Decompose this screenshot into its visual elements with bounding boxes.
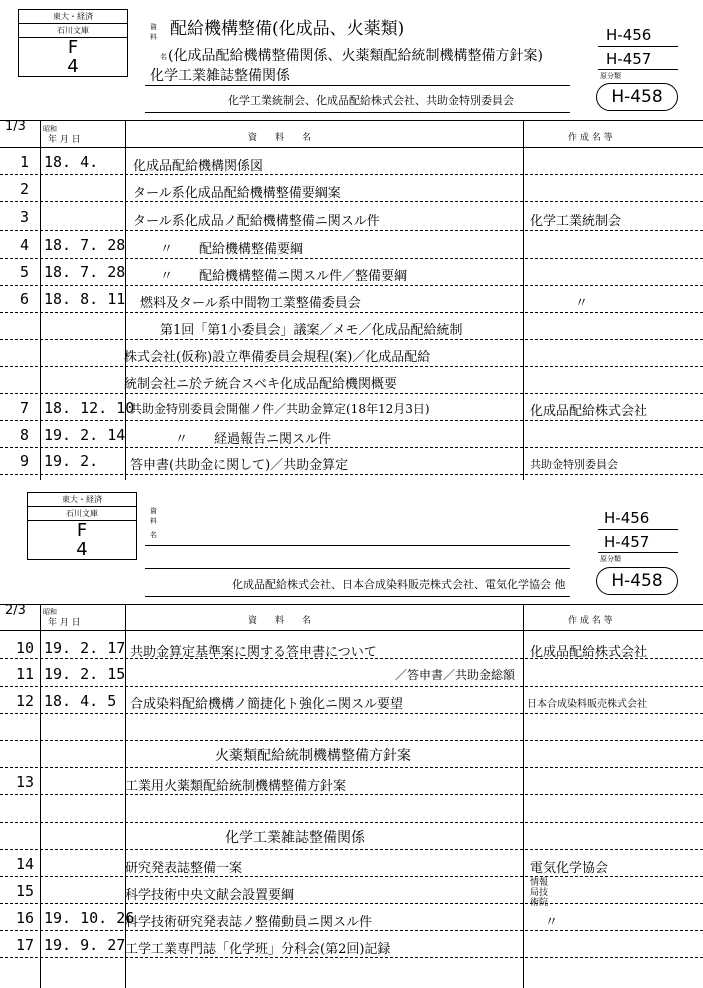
row-author: 化成品配給株式会社 — [530, 404, 648, 419]
row-material: 統制会社ニ於テ統合スベキ化成品配給機関概要 — [124, 377, 398, 392]
row-number: 17 — [16, 936, 35, 954]
code-underline-2 — [598, 69, 678, 70]
header-date: 年 月 日 — [48, 618, 81, 628]
row-line — [0, 201, 703, 202]
row-author: 〃 — [545, 915, 559, 930]
code-oval: H-458 — [596, 567, 678, 595]
row-line — [0, 849, 703, 850]
header-material: 資 料 名 — [248, 133, 312, 143]
row-material: 工業用火薬類配給統制機構整備方針案 — [125, 779, 347, 794]
row-material: 株式会社(仮称)設立準備委員会規程(案)／化成品配給 — [124, 350, 431, 365]
page-mark-1: 1/3 — [5, 119, 26, 134]
row-line — [0, 447, 703, 448]
row-line — [0, 474, 703, 475]
document-subtitle-2: 化学工業雑誌整備関係 — [150, 68, 290, 84]
row-line — [0, 713, 703, 714]
row-number: 9 — [20, 452, 30, 470]
row-number: 6 — [20, 290, 30, 308]
stamp-number: 4 — [76, 539, 88, 560]
subtitle-underline — [145, 568, 570, 569]
header-author: 作 成 名 等 — [568, 133, 613, 143]
row-number: 8 — [20, 426, 30, 444]
code-oval: H-458 — [596, 83, 678, 111]
row-number: 15 — [16, 882, 35, 900]
row-line — [0, 258, 703, 259]
code-underline-2 — [598, 552, 678, 553]
page-mark-2: 2/3 — [5, 603, 26, 618]
row-line — [0, 930, 703, 931]
row-material: ／答申書／共助金総額 — [395, 668, 516, 682]
row-line — [0, 767, 703, 768]
row-author: 情報局技術院 — [530, 878, 549, 908]
section-heading: 化学工業雑誌整備関係 — [225, 830, 365, 846]
code-1: H-456 — [606, 26, 652, 44]
archive-stamp — [27, 492, 137, 560]
row-number: 1 — [20, 153, 30, 171]
row-number: 14 — [16, 855, 35, 873]
row-material: 第1回「第1小委員会」議案／メモ／化成品配給統制 — [160, 323, 463, 338]
header-material: 資 料 名 — [248, 616, 312, 626]
table2-header-border — [0, 630, 703, 631]
row-material: タール系化成品配給機構整備要綱案 — [133, 186, 341, 201]
stamp-number: 4 — [67, 56, 79, 77]
row-author: 化成品配給株式会社 — [530, 645, 648, 660]
row-number: 4 — [20, 236, 30, 254]
doc-label: 資料 — [150, 507, 157, 525]
stamp-line2: 石川文庫 — [28, 507, 136, 521]
title-underline — [145, 545, 570, 546]
row-line — [0, 420, 703, 421]
row-number: 10 — [16, 639, 35, 657]
header-date: 年 月 日 — [48, 135, 81, 145]
code-underline-1 — [598, 529, 678, 530]
document-title: 配給機構整備(化成品、火薬類) — [170, 19, 405, 39]
code-2: H-457 — [604, 533, 650, 551]
document-authors: 化成品配給株式会社、日本合成染料販売株式会社、電気化学協会 他 — [232, 578, 566, 591]
row-date: 19. 10. 26 — [44, 909, 135, 927]
row-date: 19. 2. 15 — [44, 665, 126, 683]
row-line — [0, 686, 703, 687]
row-material: 共助金算定基準案に関する答申書について — [130, 645, 377, 660]
row-line — [0, 339, 703, 340]
stamp-line1: 東大・経済 — [28, 493, 136, 507]
row-line — [0, 740, 703, 741]
archive-stamp — [18, 9, 128, 77]
row-line — [0, 822, 703, 823]
row-material: タール系化成品ノ配給機構整備ニ関スル件 — [133, 214, 380, 229]
row-material: 共助金特別委員会開催ノ件／共助金算定(18年12月3日) — [130, 402, 430, 416]
row-date: 18. 8. 11 — [44, 290, 126, 308]
header-era: 昭和 — [43, 125, 57, 133]
row-number: 13 — [16, 773, 35, 791]
row-date: 18. 7. 28 — [44, 236, 126, 254]
row-line — [0, 312, 703, 313]
row-author: 〃 — [575, 296, 589, 311]
title-underline — [145, 85, 570, 86]
code-underline-1 — [598, 46, 678, 47]
row-author: 日本合成染料販売株式会社 — [527, 699, 647, 710]
row-line — [0, 794, 703, 795]
table1-top-border — [0, 120, 703, 121]
row-line — [0, 366, 703, 367]
row-number: 16 — [16, 909, 35, 927]
table1-header-border — [0, 147, 703, 148]
row-number: 11 — [16, 665, 35, 683]
row-material: 合成染料配給機構ノ簡捷化ト強化ニ関スル要望 — [130, 697, 404, 712]
row-date: 18. 7. 28 — [44, 263, 126, 281]
row-date: 19. 9. 27 — [44, 936, 126, 954]
stamp-line1: 東大・経済 — [19, 10, 127, 24]
section-heading: 火薬類配給統制機構整備方針案 — [215, 748, 411, 764]
row-author: 電気化学協会 — [530, 861, 609, 876]
code-2: H-457 — [606, 50, 652, 68]
row-number: 5 — [20, 263, 30, 281]
authors-underline — [145, 112, 570, 113]
row-line — [0, 230, 703, 231]
row-date: 18. 4. — [44, 153, 99, 171]
row-date: 19. 2. 14 — [44, 426, 126, 444]
row-material: 答申書(共助金に関して)／共助金算定 — [130, 458, 349, 473]
row-date: 19. 2. — [44, 452, 99, 470]
row-author: 共助金特別委員会 — [530, 458, 618, 471]
row-material: 科学技術中央文献会設置要綱 — [125, 888, 295, 903]
code-label: 原分類 — [600, 555, 621, 563]
row-line — [0, 903, 703, 904]
row-line — [0, 285, 703, 286]
row-number: 3 — [20, 208, 30, 226]
name-label: 名 — [160, 53, 167, 61]
row-material: 〃 配給機構整備ニ関スル件／整備要綱 — [160, 269, 408, 284]
row-date: 18. 12. 10 — [44, 399, 135, 417]
code-1: H-456 — [604, 509, 650, 527]
row-number: 7 — [20, 399, 30, 417]
row-author: 化学工業統制会 — [530, 214, 622, 229]
row-line — [0, 957, 703, 958]
row-number: 12 — [16, 692, 35, 710]
row-material: 工学工業専門誌「化学班」分科会(第2回)記録 — [125, 942, 391, 957]
row-date: 18. 4. 5 — [44, 692, 117, 710]
stamp-line2: 石川文庫 — [19, 24, 127, 38]
row-date: 19. 2. 17 — [44, 639, 126, 657]
doc-label: 資料 — [150, 23, 157, 41]
document-subtitle: (化成品配給機構整備関係、火薬類配給統制機構整備方針案) — [168, 48, 543, 64]
row-material: 〃 経過報告ニ関スル件 — [175, 432, 332, 447]
stamp-f: F — [76, 520, 88, 541]
row-material: 研究発表誌整備一案 — [125, 861, 243, 876]
row-material: 化成品配給機構関係図 — [133, 159, 264, 174]
row-line — [0, 876, 703, 877]
document-authors: 化学工業統制会、化成品配給株式会社、共助金特別委員会 — [228, 94, 514, 107]
row-material: 科学技術研究発表誌ノ整備動員ニ関スル件 — [125, 915, 373, 930]
row-number: 2 — [20, 180, 30, 198]
code-label: 原分類 — [600, 72, 621, 80]
row-material: 〃 配給機構整備要綱 — [160, 242, 304, 257]
header-era: 昭和 — [43, 608, 57, 616]
row-line — [0, 174, 703, 175]
header-author: 作 成 名 等 — [568, 616, 613, 626]
row-line — [0, 393, 703, 394]
table2-top-border — [0, 604, 703, 605]
stamp-f: F — [67, 37, 79, 58]
name-label: 名 — [150, 531, 157, 539]
row-material: 燃料及タール系中間物工業整備委員会 — [140, 296, 361, 311]
authors-underline — [145, 596, 570, 597]
